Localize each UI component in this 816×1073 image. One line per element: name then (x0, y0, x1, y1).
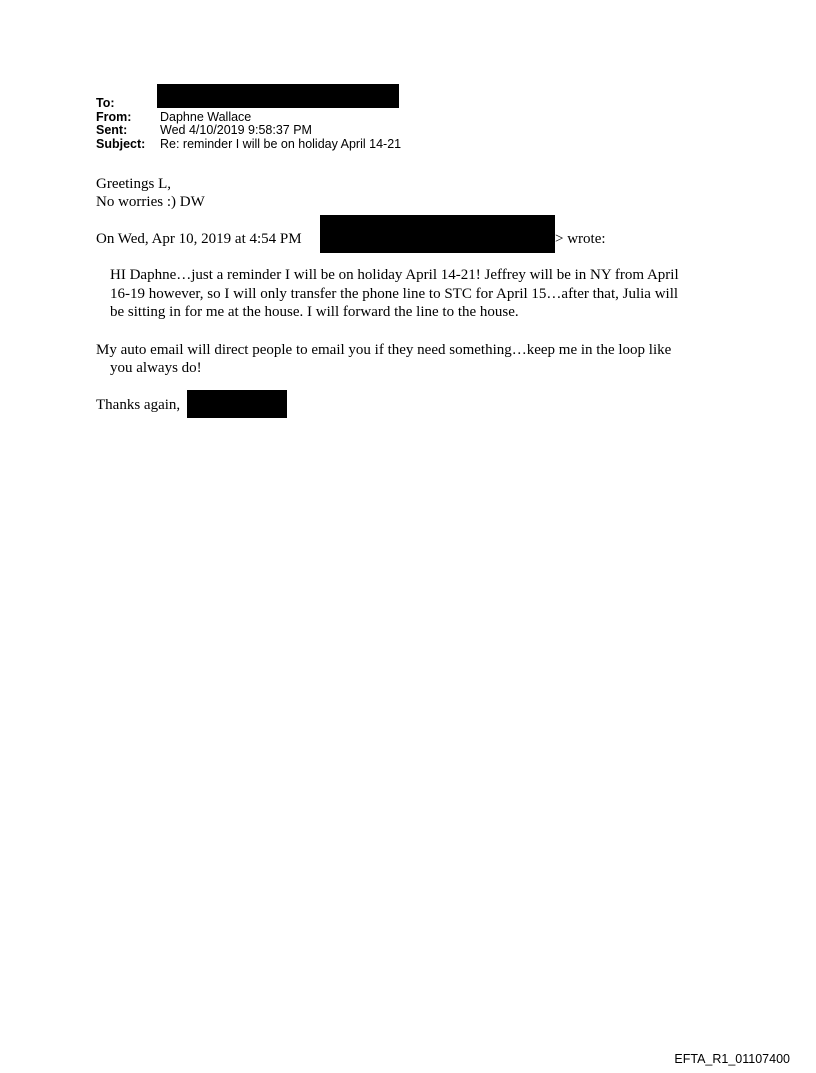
subject-value: Re: reminder I will be on holiday April 14-21 (160, 136, 402, 151)
redaction-box-sender (320, 215, 555, 253)
attribution-prefix: On Wed, Apr 10, 2019 at 4:54 PM (96, 231, 302, 247)
to-label: To: (96, 96, 115, 110)
quoted-line-3: be sitting in for me at the house. I will forward the line to the house. (110, 304, 519, 320)
sent-value: Wed 4/10/2019 9:58:37 PM (160, 123, 312, 137)
sent-row (96, 124, 401, 138)
sent-label: Sent: (96, 123, 128, 137)
greeting-line: Greetings L, (96, 176, 171, 192)
subject-row (96, 138, 401, 152)
from-label: From: (96, 109, 132, 124)
subject-label: Subject: (96, 136, 146, 151)
closing-line-2: you always do! (110, 360, 202, 376)
closing-line-1: My auto email will direct people to email you if they need something…keep me in the loop like (96, 342, 672, 358)
from-value: Daphne Wallace (160, 109, 252, 124)
attribution-suffix: > wrote: (555, 231, 606, 247)
redaction-box-to (157, 84, 399, 108)
redaction-box-signature (187, 390, 287, 418)
thanks-line: Thanks again, (96, 397, 181, 413)
reply-line: No worries :) DW (96, 194, 205, 210)
from-row (96, 111, 401, 125)
document-id: EFTA_R1_01107400 (674, 1052, 790, 1066)
quoted-line-1: HI Daphne…just a reminder I will be on holiday April 14-21! Jeffrey will be in NY from April (110, 267, 679, 283)
quoted-line-2: 16-19 however, so I will only transfer the phone line to STC for April 15…after that, Julia will (110, 286, 679, 302)
